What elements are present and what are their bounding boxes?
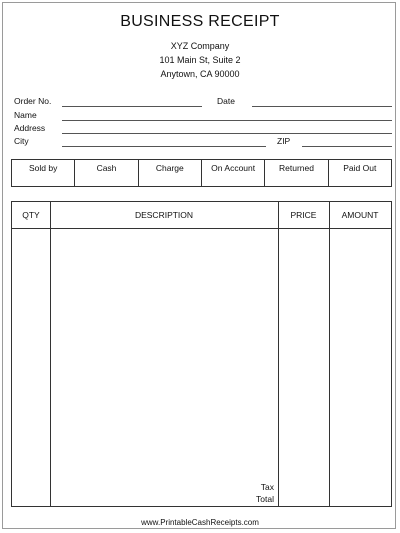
payment-on-account[interactable]: On Account [202,160,265,186]
receipt-title: BUSINESS RECEIPT [120,13,280,30]
header-divider [12,228,391,229]
company-name: XYZ Company [170,41,230,51]
payment-charge[interactable]: Charge [139,160,202,186]
amount-column-divider [329,202,330,506]
name-field[interactable] [62,120,392,121]
address-label: Address [14,123,46,133]
price-column-divider [278,202,279,506]
date-label: Date [217,96,235,106]
city-field[interactable] [62,146,266,147]
footer-url[interactable]: www.PrintableCashReceipts.com [141,518,259,527]
price-header: PRICE [290,210,317,220]
qty-column-divider [50,202,51,506]
description-header: DESCRIPTION [134,210,194,220]
date-field[interactable] [252,106,392,107]
address-field[interactable] [62,133,392,134]
qty-header: QTY [22,210,40,220]
company-city: Anytown, CA 90000 [160,69,240,79]
amount-header: AMOUNT [341,210,379,220]
payment-paid-out[interactable]: Paid Out [343,163,377,173]
order-no-label: Order No. [14,96,52,106]
name-label: Name [14,110,37,120]
payment-returned[interactable]: Returned [265,160,328,186]
total-label: Total [256,494,274,504]
zip-label: ZIP [277,136,291,146]
company-street: 101 Main St, Suite 2 [159,55,241,65]
tax-label: Tax [260,482,274,492]
payment-type-box [11,159,392,187]
items-table [11,201,392,507]
payment-cash[interactable]: Cash [75,160,138,186]
zip-field[interactable] [302,146,392,147]
payment-sold-by[interactable]: Sold by [12,160,75,186]
order-no-field[interactable] [62,106,202,107]
city-label: City [14,136,29,146]
